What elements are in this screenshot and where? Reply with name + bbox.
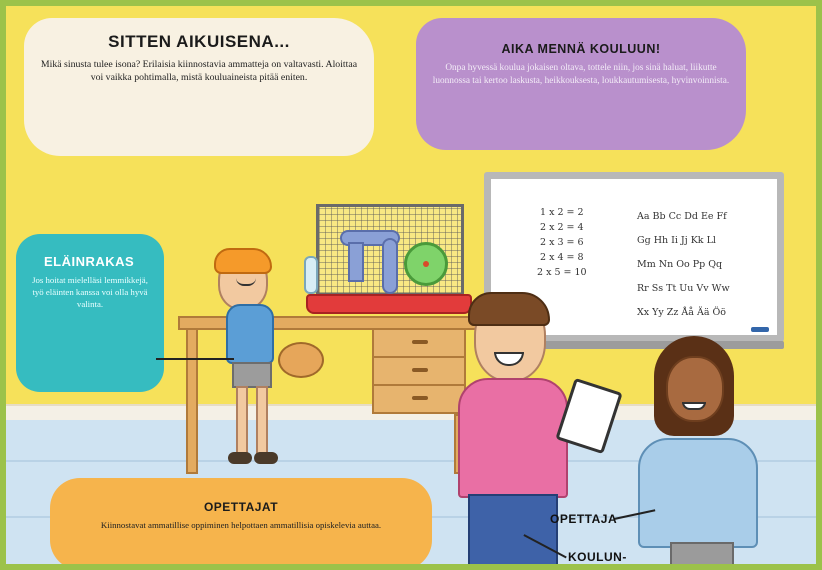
board-marker [751, 327, 769, 332]
drawer [374, 358, 464, 386]
callout-school-assistant: KOULUN- [568, 550, 627, 564]
illustration-frame [6, 6, 816, 564]
bubble-teachers-text: Kiinnostavat ammatillise oppiminen helpottaen ammatillisia opiskelevia auttaa. [100, 520, 382, 530]
desk-leg [186, 328, 198, 474]
water-bottle [304, 256, 318, 294]
board-math-line: 2 x 4 = 8 [540, 252, 584, 263]
bubble-adult-title: SITTEN AIKUISENA... [108, 32, 290, 51]
desk-drawers [372, 328, 466, 414]
bubble-school [416, 18, 746, 150]
bubble-adult-text: Mikä sinusta tulee isona? Erilaisia kiinnostavia ammatteja on valtavasti. Aloittaa voi vaikka pohtimalla, mistä kouluaineista pitää eniten. [40, 59, 358, 84]
bubble-animal-text: Jos hoitat mielelläsi lemmikkejä, työ eläinten kanssa voi olla hyvä valinta. [32, 275, 148, 309]
board-alphabet-line: Mm Nn Oo Pp Qq [637, 259, 723, 270]
bubble-animal-lover [16, 234, 164, 392]
board-math-line: 1 x 2 = 2 [540, 207, 584, 218]
board-math-line: 2 x 5 = 10 [537, 267, 587, 278]
bubble-animal-title: ELÄINRAKAS [44, 254, 135, 269]
bubble-teachers-title: OPETTAJAT [203, 500, 279, 514]
board-alphabet-line: Gg Hh Ii Jj Kk Ll [637, 235, 716, 246]
bubble-adult-career [24, 18, 374, 156]
hamster [278, 342, 324, 378]
cage-base [306, 294, 472, 314]
pointer-line-animal [156, 358, 234, 360]
bubble-teachers [50, 478, 432, 564]
board-alphabet-line: Aa Bb Cc Dd Ee Ff [637, 211, 727, 222]
board-math-line: 2 x 2 = 4 [540, 222, 584, 233]
cage-tube [382, 238, 398, 294]
drawer [374, 386, 464, 412]
board-math-line: 2 x 3 = 6 [540, 237, 584, 248]
hamster-wheel [404, 242, 448, 286]
callout-teacher: OPETTAJA [550, 512, 618, 526]
board-alphabet-line: Rr Ss Tt Uu Vv Ww [637, 283, 730, 294]
bubble-school-text: Onpa hyvessä koulua jokaisen oltava, tottele niin, jos sinä haluat, liikutte luonnossa tai kertoo laskusta, heikkouksesta, loukkautumisesta, hyvinvoinnista. [432, 63, 730, 86]
board-alphabet-line: Xx Yy Zz Åå Ää Öö [637, 307, 727, 318]
drawer [374, 330, 464, 358]
cage-tube [348, 242, 364, 282]
board-alphabet [637, 205, 730, 325]
bubble-school-title: AIKA MENNÄ KOULUUN! [501, 42, 661, 56]
board-math [537, 205, 587, 280]
